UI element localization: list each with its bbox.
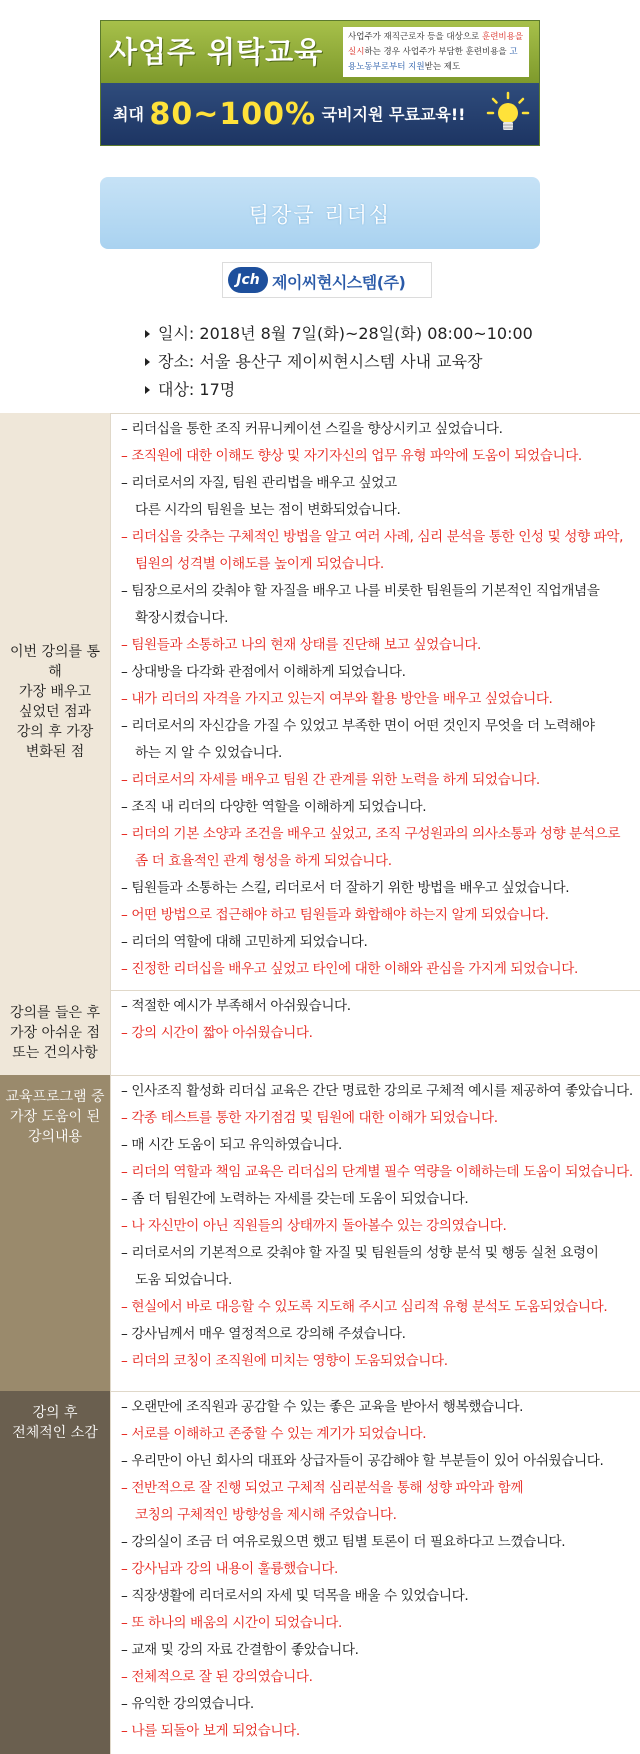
- review-line: – 리더의 기본 소양과 조건을 배우고 싶었고, 조직 구성원과의 의사소통과 성향 분석으로: [121, 826, 621, 842]
- section-label-line: 변화된 점: [25, 743, 85, 760]
- section-helpful: [0, 1075, 640, 1391]
- review-line: – 우리만이 아닌 회사의 대표와 상급자들이 공감해야 할 부분들이 있어 아쉬웠습니다.: [121, 1453, 604, 1469]
- section-label-line: 가장 도움이 된: [9, 1109, 101, 1125]
- note-text-4: 고용노동부로부터 지원: [348, 47, 518, 72]
- section-label-line: 가장 아쉬운 점: [9, 1024, 101, 1041]
- course-title-box: [100, 177, 540, 249]
- review-line: – 좀 더 팀원간에 노력하는 자세를 갖는데 도움이 되었습니다.: [121, 1191, 469, 1207]
- company-logo-mark: Jch: [228, 267, 268, 293]
- section-label: [0, 413, 110, 990]
- review-line: – 강사님께서 매우 열정적으로 강의해 주셨습니다.: [121, 1326, 406, 1342]
- info-date: 일시: 2018년 8월 7일(화)~28일(화) 08:00~10:00: [145, 320, 533, 348]
- review-line: 하는 지 알 수 있었습니다.: [135, 745, 282, 761]
- section-label-line: 싶었던 점과: [18, 703, 92, 720]
- review-line: – 내가 리더의 자격을 가지고 있는지 여부와 활용 방안을 배우고 싶었습니다.: [121, 691, 553, 707]
- section-label-line: 가장 배우고: [18, 683, 92, 700]
- review-line: – 리더십을 갖추는 구체적인 방법을 알고 여러 사례, 심리 분석을 통한 인성 및 성향 파악,: [121, 529, 624, 545]
- review-line: – 교재 및 강의 자료 간결함이 좋았습니다.: [121, 1642, 359, 1658]
- review-line: – 리더의 코칭이 조직원에 미치는 영향이 도움되었습니다.: [121, 1353, 448, 1369]
- review-line: – 팀장으로서의 갖춰야 할 자질을 배우고 나를 비롯한 팀원들의 기본적인 직업개념을: [121, 583, 600, 599]
- review-line: – 리더로서의 자세를 배우고 팀원 간 관계를 위한 노력을 하게 되었습니다.: [121, 772, 540, 788]
- review-line: – 팀원들과 소통하고 나의 현재 상태를 진단해 보고 싶었습니다.: [121, 637, 481, 653]
- section-overall: [0, 1391, 640, 1754]
- lightbulb-icon: [485, 91, 531, 137]
- review-line: – 조직원에 대한 이해도 향상 및 자기자신의 업무 유형 파악에 도움이 되었습니다.: [121, 448, 582, 464]
- section-label: [0, 1391, 110, 1754]
- section-regrets: [0, 990, 640, 1075]
- review-line: – 매 시간 도움이 되고 유익하였습니다.: [121, 1137, 342, 1153]
- section-content: [110, 1391, 640, 1754]
- banner-bottom-panel: [101, 83, 539, 145]
- section-label: [0, 990, 110, 1075]
- section-label-line: 전체적인 소감: [12, 1425, 98, 1441]
- review-line: – 강의실이 조금 더 여유로웠으면 했고 팀별 토론이 더 필요하다고 느꼈습니다.: [121, 1534, 566, 1550]
- section-label-line: 또는 건의사항: [12, 1044, 98, 1061]
- promo-banner: [100, 20, 540, 146]
- subtitle-prefix: 최대: [113, 105, 150, 124]
- review-line: 다른 시각의 팀원을 보는 점이 변화되었습니다.: [135, 502, 401, 518]
- arrow-right-icon: [145, 358, 150, 366]
- review-line: – 나 자신만이 아닌 직원들의 상태까지 돌아볼수 있는 강의였습니다.: [121, 1218, 507, 1234]
- review-line: – 오랜만에 조직원과 공감할 수 있는 좋은 교육을 받아서 행복했습니다.: [121, 1399, 524, 1415]
- subtitle-percent: 80~100%: [149, 97, 317, 132]
- review-line: – 진정한 리더십을 배우고 싶었고 타인에 대한 이해와 관심을 가지게 되었습니다.: [121, 961, 578, 977]
- section-label-line: 이번 강의를 통해: [9, 643, 101, 680]
- review-line: – 어떤 방법으로 접근해야 하고 팀원들과 화합해야 하는지 알게 되었습니다.: [121, 907, 549, 923]
- section-label-line: 교육프로그램 중: [5, 1089, 105, 1105]
- review-line: – 직장생활에 리더로서의 자세 및 덕목을 배울 수 있었습니다.: [121, 1588, 469, 1604]
- review-line: – 리더로서의 기본적으로 갖춰야 할 자질 및 팀원들의 성향 분석 및 행동 실천 요령이: [121, 1245, 599, 1261]
- review-line: – 유익한 강의였습니다.: [121, 1696, 254, 1712]
- review-line: 도움 되었습니다.: [135, 1272, 232, 1288]
- review-line: – 현실에서 바로 대응할 수 있도록 지도해 주시고 심리적 유형 분석도 도움되었습니다.: [121, 1299, 608, 1315]
- course-title: 팀장급 리더십: [248, 203, 392, 227]
- review-line: – 전반적으로 잘 진행 되었고 구체적 심리분석을 통해 성향 파악과 함께: [121, 1480, 524, 1496]
- section-content: [110, 1075, 640, 1391]
- review-line: 좀 더 효율적인 관계 형성을 하게 되었습니다.: [135, 853, 392, 869]
- review-line: – 서로를 이해하고 존중할 수 있는 계기가 되었습니다.: [121, 1426, 427, 1442]
- company-logo: [222, 262, 432, 298]
- subtitle-suffix: 국비지원 무료교육!!: [316, 105, 466, 124]
- review-line: – 상대방을 다각화 관점에서 이해하게 되었습니다.: [121, 664, 406, 680]
- company-name: 제이씨현시스템(주): [272, 273, 406, 292]
- banner-top-panel: [101, 21, 539, 83]
- note-text-3: 하는 경우 사업주가 부담한 훈련비용을: [364, 47, 510, 57]
- review-line: 팀원의 성격별 이해도를 높이게 되었습니다.: [135, 556, 384, 572]
- review-line: – 강사님과 강의 내용이 훌륭했습니다.: [121, 1561, 338, 1577]
- review-line: – 각종 테스트를 통한 자기점검 및 팀원에 대한 이해가 되었습니다.: [121, 1110, 498, 1126]
- review-line: – 나를 되돌아 보게 되었습니다.: [121, 1723, 300, 1739]
- note-text-1: 사업주가 재직근로자 등을 대상으로: [348, 32, 482, 42]
- review-line: 코칭의 구체적인 방향성을 제시해 주었습니다.: [135, 1507, 397, 1523]
- review-line: – 조직 내 리더의 다양한 역할을 이해하게 되었습니다.: [121, 799, 427, 815]
- review-line: – 또 하나의 배움의 시간이 되었습니다.: [121, 1615, 342, 1631]
- review-line: – 인사조직 활성화 리더십 교육은 간단 명료한 강의로 구체적 예시를 제공하여 좋았습니다.: [121, 1083, 633, 1099]
- review-line: 확장시켰습니다.: [135, 610, 229, 626]
- arrow-right-icon: [145, 330, 150, 338]
- banner-title: 사업주 위탁교육: [109, 35, 324, 69]
- course-info: [145, 320, 533, 404]
- section-label-line: 강의내용: [27, 1129, 83, 1145]
- review-line: – 리더로서의 자신감을 가질 수 있었고 부족한 면이 어떤 것인지 무엇을 더 노력해야: [121, 718, 595, 734]
- review-line: – 전체적으로 잘 된 강의였습니다.: [121, 1669, 313, 1685]
- info-target: 대상: 17명: [145, 376, 533, 404]
- section-content: [110, 413, 640, 990]
- section-label-line: 강의 후: [32, 1405, 78, 1421]
- section-content: [110, 990, 640, 1075]
- review-line: – 리더십을 통한 조직 커뮤니케이션 스킬을 향상시키고 싶었습니다.: [121, 421, 503, 437]
- note-text-5: 받는 제도: [424, 62, 461, 72]
- review-line: – 강의 시간이 짧아 아쉬웠습니다.: [121, 1025, 313, 1041]
- section-label-line: 강의를 들은 후: [9, 1004, 101, 1021]
- section-label-line: 강의 후 가장: [16, 723, 94, 740]
- banner-subtitle: [113, 97, 465, 132]
- review-line: – 팀원들과 소통하는 스킬, 리더로서 더 잘하기 위한 방법을 배우고 싶었습니다.: [121, 880, 570, 896]
- review-line: – 리더의 역할에 대해 고민하게 되었습니다.: [121, 934, 368, 950]
- info-place: 장소: 서울 용산구 제이씨현시스템 사내 교육장: [145, 348, 533, 376]
- review-line: – 리더의 역할과 책임 교육은 리더십의 단계별 필수 역량을 이해하는데 도움이 되었습니다.: [121, 1164, 633, 1180]
- review-line: – 리더로서의 자질, 팀원 관리법을 배우고 싶었고: [121, 475, 397, 491]
- banner-note: [343, 27, 529, 77]
- review-line: – 적절한 예시가 부족해서 아쉬웠습니다.: [121, 998, 351, 1014]
- section-label: [0, 1075, 110, 1391]
- section-learned: [0, 413, 640, 990]
- arrow-right-icon: [145, 386, 150, 394]
- note-text-2: 훈련비용을 실시: [348, 32, 524, 57]
